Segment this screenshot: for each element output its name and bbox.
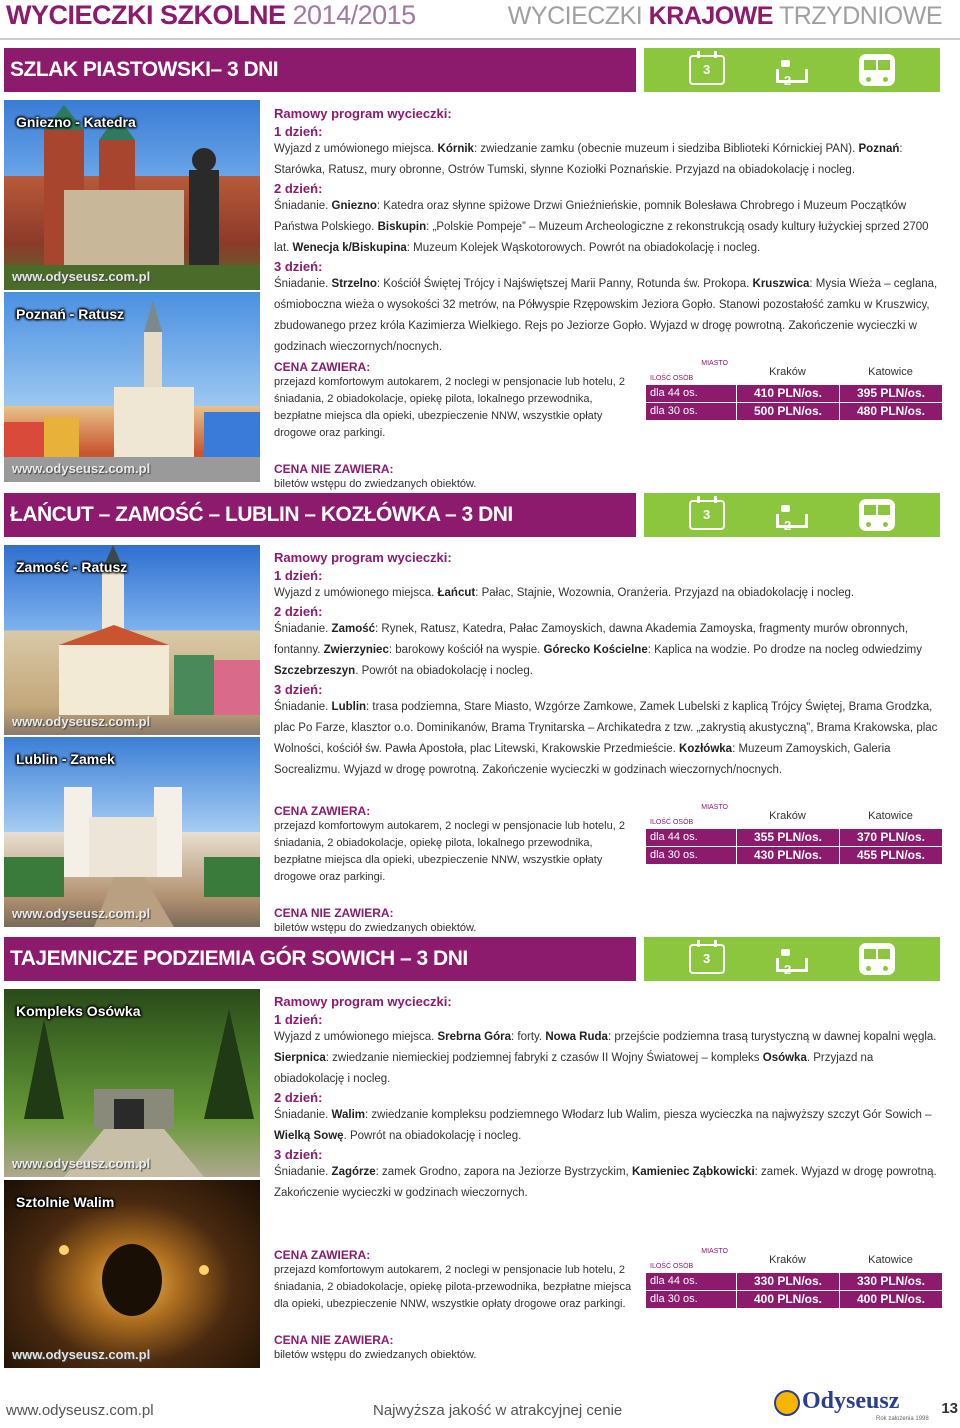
bed-icon: 2 (774, 500, 810, 530)
page-header-title (6, 0, 416, 31)
city-header: Katowice (868, 810, 913, 822)
day-label: 1 dzień: (274, 124, 323, 139)
photo-caption: Kompleks Osówka (16, 1003, 141, 1019)
price-row: dla 30 os. 430 PLN/os. 455 PLN/os. (646, 847, 942, 864)
header-divider (0, 38, 960, 40)
day-description: Śniadanie. Lublin: trasa podziemna, Stare Miasto, Wzgórze Zamkowe, Zamek Lubelski z kaplicą Trójcy Świętej, Brama Grodzka, plac Po Farze, klasztor o.o. Dominikanów, Brama Trynitarska – Archikatedra z tzw. „zakrystią akustyczną”, Brama Krakowska, plac Wolności, kościół św. Pawła Apostoła, plac Litewski, Krakowskie Przedmieście. Kozłówka: Muzeum Zamoyskich, Galeria Socrealizmu. Wyjazd w drogę powrotną. Zakończenie wycieczki w godzinach wieczornych/nocnych. (274, 701, 938, 776)
trip-pricing-3 (274, 1248, 944, 1364)
price-cell: 400 PLN/os. (840, 1291, 942, 1308)
trip-pricing-1 (274, 360, 944, 493)
photo-zamosc (4, 545, 260, 735)
city-label: MIASTO (701, 804, 728, 811)
price-table (646, 360, 942, 420)
day-label: 2 dzień: (274, 1090, 323, 1105)
price-table (646, 804, 942, 864)
footer-website-link[interactable]: www.odyseusz.com.pl (6, 1402, 154, 1419)
price-table (646, 1248, 942, 1308)
city-header: Kraków (769, 810, 806, 822)
photo-watermark: www.odyseusz.com.pl (12, 461, 151, 476)
photo-watermark: www.odyseusz.com.pl (12, 1156, 151, 1171)
city-header: Katowice (868, 366, 913, 378)
price-cell: 480 PLN/os. (840, 403, 942, 420)
header-category-bold: KRAJOWE (648, 2, 773, 30)
includes-text: przejazd komfortowym autokarem, 2 noclegi w pensjonacie lub hotelu, 2 śniadania, 2 obiadokolacje, opiekę pilota, lokalnego przewodnika, bezpłatne miejsca dla opieki, ubezpieczenie NNW, wszystkie opłaty drogowe oraz parkingi. (274, 376, 625, 439)
price-row: dla 44 os. 410 PLN/os. 395 PLN/os. (646, 385, 942, 402)
city-header: Kraków (769, 366, 806, 378)
includes-heading: CENA ZAWIERA: (274, 1248, 371, 1262)
page-number: 13 (941, 1400, 958, 1417)
bed-icon: 2 (774, 944, 810, 974)
logo-since: Rok założenia 1998 (876, 1416, 929, 1422)
bus-icon (859, 54, 895, 86)
trip-title: SZLAK PIASTOWSKI– 3 DNI (4, 48, 636, 92)
photo-lublin (4, 737, 260, 927)
trip-program-1 (274, 106, 944, 358)
photo-watermark: www.odyseusz.com.pl (12, 1347, 151, 1362)
photo-caption: Sztolnie Walim (16, 1194, 115, 1210)
trip-icons (644, 937, 940, 981)
includes-text: przejazd komfortowym autokarem, 2 noclegi w pensjonacie lub hotelu, 2 śniadania, 2 obiadokolacje, opiekę pilota-przewodnika, bezpłatne miejsca dla opieki, ubezpieczenie NNW, wszystkie opłaty drogowe oraz parkingi. (274, 1264, 632, 1310)
price-cell: 355 PLN/os. (737, 829, 839, 846)
photo-caption: Poznań - Ratusz (16, 306, 125, 322)
excludes-heading: CENA NIE ZAWIERA: (274, 462, 394, 476)
price-cell: 330 PLN/os. (737, 1273, 839, 1290)
trip-icons (644, 48, 940, 92)
header-category-light2: TRZYDNIOWE (778, 2, 942, 30)
program-heading: Ramowy program wycieczki: (274, 994, 452, 1009)
day-label: 2 dzień: (274, 181, 323, 196)
day-label: 1 dzień: (274, 1012, 323, 1027)
header-category-light1: WYCIECZKI (507, 2, 643, 30)
photo-watermark: www.odyseusz.com.pl (12, 269, 151, 284)
program-heading: Ramowy program wycieczki: (274, 106, 452, 121)
day-label: 2 dzień: (274, 604, 323, 619)
price-row: dla 30 os. 500 PLN/os. 480 PLN/os. (646, 403, 942, 420)
price-cell: 330 PLN/os. (840, 1273, 942, 1290)
day-label: 3 dzień: (274, 259, 323, 274)
trip-program-2 (274, 550, 944, 781)
day-description: Śniadanie. Strzelno: Kościół Świętej Trójcy i Najświętszej Marii Panny, Rotunda św. Prokopa. Kruszwica: Mysia Wieża – ceglana, ośmioboczna wieża o wysokości 32 metrów, na Półwyspie Rzępowskim Jeziora Gopło. Stanowi pozostałość zamku w Kruszwicy, zbudowanego przez króla Kazimierza Wielkiego. Rejs po Jeziorze Gopło. Wyjazd w drogę powrotną. Zakończenie wycieczki w godzinach wieczornych/nocnych. (274, 278, 938, 353)
excludes-text: biletów wstępu do zwiedzanych obiektów. (274, 478, 477, 490)
photo-osowka (4, 989, 260, 1177)
day-label: 3 dzień: (274, 682, 323, 697)
count-label: ILOŚĆ OSÓB (650, 1263, 694, 1270)
photo-watermark: www.odyseusz.com.pl (12, 906, 151, 921)
bus-icon (859, 499, 895, 531)
odyseusz-logo (774, 1388, 934, 1426)
header-title-year: 2014/2015 (292, 0, 416, 30)
price-cell: 430 PLN/os. (737, 847, 839, 864)
count-label: ILOŚĆ OSÓB (650, 375, 694, 382)
price-cell: 455 PLN/os. (840, 847, 942, 864)
calendar-icon: 3 (689, 55, 725, 85)
trip-title: ŁAŃCUT – ZAMOŚĆ – LUBLIN – KOZŁÓWKA – 3 DNI (4, 493, 636, 537)
header-title-bold: WYCIECZKI SZKOLNE (6, 0, 286, 30)
price-cell: 395 PLN/os. (840, 385, 942, 402)
includes-heading: CENA ZAWIERA: (274, 804, 371, 818)
price-row: dla 44 os. 330 PLN/os. 330 PLN/os. (646, 1273, 942, 1290)
page-footer (0, 1388, 960, 1428)
day-description: Śniadanie. Zagórze: zamek Grodno, zapora na Jeziorze Bystrzyckim, Kamieniec Ząbkowicki: zamek. Wyjazd w drogę powrotną. Zakończenie wycieczki w godzinach wieczornych. (274, 1166, 937, 1199)
trip-pricing-2 (274, 804, 944, 937)
trip-icons (644, 493, 940, 537)
calendar-icon: 3 (689, 500, 725, 530)
excludes-heading: CENA NIE ZAWIERA: (274, 1333, 394, 1347)
count-label: ILOŚĆ OSÓB (650, 819, 694, 826)
excludes-heading: CENA NIE ZAWIERA: (274, 906, 394, 920)
photo-poznan (4, 292, 260, 482)
city-label: MIASTO (701, 360, 728, 367)
excludes-text: biletów wstępu do zwiedzanych obiektów. (274, 1349, 477, 1361)
day-description: Wyjazd z umówionego miejsca. Srebrna Góra: forty. Nowa Ruda: przejście podziemna trasą turystyczną w dawnej kopalni węgla. Sierpnica: zwiedzanie niemieckiej podziemnej fabryki z czasów II Wojny Światowej – kompleks Osówka. Przyjazd na obiadokolację i nocleg. (274, 1031, 937, 1085)
photo-caption: Zamość - Ratusz (16, 559, 128, 575)
photo-caption: Lublin - Zamek (16, 751, 115, 767)
includes-heading: CENA ZAWIERA: (274, 360, 371, 374)
day-description: Śniadanie. Gniezno: Katedra oraz słynne spiżowe Drzwi Gnieźnieńskie, pomnik Bolesława Chrobrego i Muzeum Początków Państwa Polskiego. Biskupin: „Polskie Pompeje” – Muzeum Archeologiczne z rekonstrukcją osady kultury łużyckiej sprzed 2700 lat. Wenecja k/Biskupina: Muzeum Kolejek Wąskotorowych. Powrót na obiadokolację i nocleg. (274, 200, 929, 254)
logo-text: Odyseusz (802, 1388, 900, 1414)
excludes-text: biletów wstępu do zwiedzanych obiektów. (274, 922, 477, 934)
day-description: Wyjazd z umówionego miejsca. Łańcut: Pałac, Stajnie, Wozownia, Oranżeria. Przyjazd na obiadokolację i nocleg. (274, 587, 855, 599)
photo-watermark: www.odyseusz.com.pl (12, 714, 151, 729)
day-description: Wyjazd z umówionego miejsca. Kórnik: zwiedzanie zamku (obecnie muzeum i siedziba Biblioteki Kórnickiej PAN). Poznań: Starówka, Ratusz, mury obronne, Ostrów Tumski, słynne Koziołki Poznańskie. Przyjazd na obiadokolację i nocleg. (274, 143, 903, 176)
city-header: Katowice (868, 1254, 913, 1266)
price-cell: 370 PLN/os. (840, 829, 942, 846)
city-header: Kraków (769, 1254, 806, 1266)
city-label: MIASTO (701, 1248, 728, 1255)
bed-icon: 2 (774, 55, 810, 85)
page-header-category (508, 2, 942, 31)
price-row: dla 30 os. 400 PLN/os. 400 PLN/os. (646, 1291, 942, 1308)
photo-gniezno (4, 100, 260, 290)
photo-walim (4, 1180, 260, 1368)
program-heading: Ramowy program wycieczki: (274, 550, 452, 565)
day-description: Śniadanie. Zamość: Rynek, Ratusz, Katedra, Pałac Zamoyskich, dawna Akademia Zamoyska, fragmenty murów obronnych, fontanny. Zwierzyniec: barokowy kościół na wyspie. Górecko Kościelne: Kaplica na wodzie. Po drodze na nocleg odwiedzimy Szczebrzeszyn. Powrót na obiadokolację i nocleg. (274, 623, 922, 677)
trip-program-3 (274, 994, 944, 1204)
day-description: Śniadanie. Walim: zwiedzanie kompleksu podziemnego Włodarz lub Walim, piesza wycieczka na najwyższy szczyt Gór Sowich – Wielką Sowę. Powrót na obiadokolację i nocleg. (274, 1109, 932, 1142)
price-row: dla 44 os. 355 PLN/os. 370 PLN/os. (646, 829, 942, 846)
day-label: 3 dzień: (274, 1147, 323, 1162)
quality-badge-icon (774, 1390, 800, 1416)
includes-text: przejazd komfortowym autokarem, 2 noclegi w pensjonacie lub hotelu, 2 śniadania, 2 obiadokolacje, opiekę pilota, lokalnego przewodnika, bezpłatne miejsca dla opieki, ubezpieczenie NNW, wszystkie opłaty drogowe oraz parkingi. (274, 820, 625, 883)
calendar-icon: 3 (689, 944, 725, 974)
price-cell: 410 PLN/os. (737, 385, 839, 402)
price-cell: 400 PLN/os. (737, 1291, 839, 1308)
day-label: 1 dzień: (274, 568, 323, 583)
photo-caption: Gniezno - Katedra (16, 114, 136, 130)
price-cell: 500 PLN/os. (737, 403, 839, 420)
bus-icon (859, 943, 895, 975)
footer-slogan: Najwyższa jakość w atrakcyjnej cenie (373, 1402, 623, 1419)
trip-title: TAJEMNICZE PODZIEMIA GÓR SOWICH – 3 DNI (4, 937, 636, 981)
